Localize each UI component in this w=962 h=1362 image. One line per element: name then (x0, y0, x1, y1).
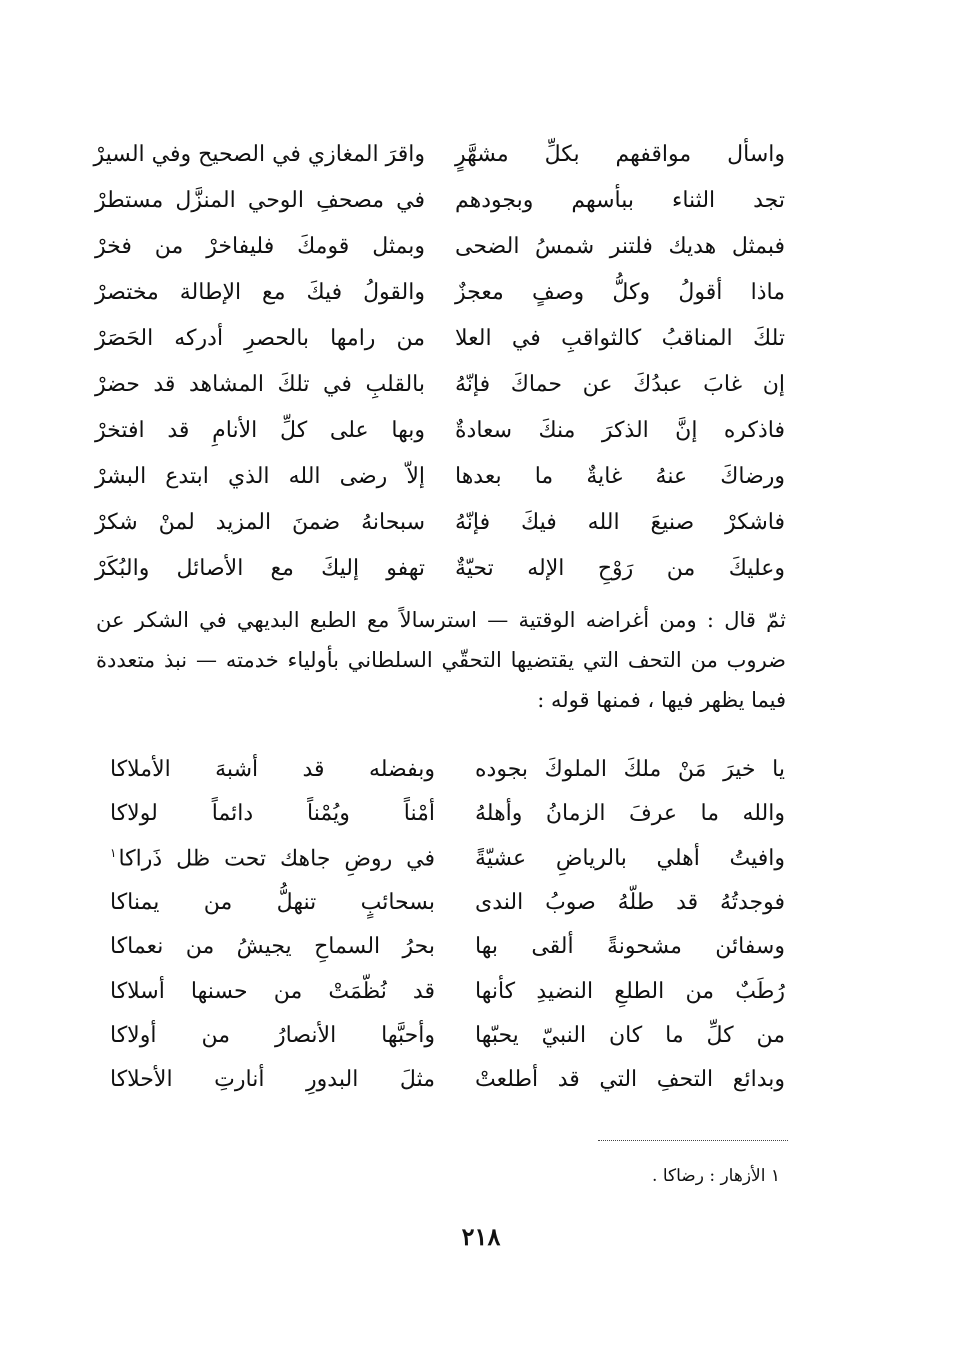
verse-second-hemistich: وبمثل قومكَ فليفاخرْ من فخرْ (95, 234, 425, 259)
verse-second-hemistich: بحرُ السماحِ يجيشُ من نعماكا (110, 934, 435, 960)
verse-line (110, 881, 785, 925)
verse-line (95, 408, 785, 454)
prose-line: فيما يظهر فيها ، فمنها قوله : (537, 688, 786, 712)
verse-first-hemistich: فاشكرْ صنيعَ الله فيكَ فإنّهُ (455, 510, 785, 535)
verse-line (95, 132, 785, 178)
verse-second-hemistich: مثلَ البدورِ أنارتِ الأحلاكا (110, 1067, 435, 1093)
verse-second-hemistich: وأحبَّها الأنصارُ من أولاكا (110, 1022, 435, 1048)
verse-first-hemistich: وعليكَ من رَوْحِ الإله تحيّةٌ (455, 556, 785, 581)
verse-line (110, 925, 785, 969)
verse-second-hemistich (110, 847, 435, 870)
verse-first-hemistich: إن غابَ عبدُكَ عن حماكَ فإنّهُ (455, 372, 785, 397)
verse-second-hemistich: والقولُ فيكَ مع الإطالة مختصرْ (95, 280, 425, 305)
verse-first-hemistich: فوجدتُهُ قد طلّهُ صوبُ الندى (475, 890, 785, 916)
verse-second-hemistich: أمْناً ويُمْناً دائماً لولاكا (110, 801, 435, 827)
verse-line (95, 178, 785, 224)
verse-line (110, 969, 785, 1013)
verse-first-hemistich: ورضاكَ عنهُ غايةٌ ما بعدها (455, 464, 785, 489)
footnote-marker: ١ (110, 846, 117, 861)
verse-second-hemistich: وبها على كلِّ الأنامِ قد افتخرْ (95, 418, 425, 443)
verse-line (95, 316, 785, 362)
verse-first-hemistich: من كلِّ ما كان النبيّ يحبّها (475, 1022, 785, 1048)
verse-second-hemistich: وبفضله قد أشبهَ الأملاكا (110, 757, 435, 783)
verse-first-hemistich: والله ما عرفَ الزمانُ وأهلهُ (475, 801, 785, 827)
verse-second-hemistich: تهفو إليكَ مع الأصائل والبُكَرْ (95, 556, 425, 581)
poem-block-2 (110, 748, 785, 1102)
verse-first-hemistich: تجد الثناء ببأسهم وبجودهم (455, 188, 785, 213)
verse-line (95, 362, 785, 408)
verse-line (110, 837, 785, 881)
footnote: ١ الأزهار : رضاكا . (652, 1166, 780, 1186)
prose-paragraph (96, 600, 786, 720)
footnote-divider (598, 1140, 788, 1141)
verse-first-hemistich: فاذكره إنَّ الذكرَ منكَ سعادةٌ (455, 418, 785, 443)
verse-first-hemistich: وسفائن مشحونةً ألقى بها (475, 934, 785, 960)
verse-second-hemistich: في مصحفِ الوحي المنزَّل مستطرْ (95, 188, 425, 213)
verse-first-hemistich: واسأل مواقفهم بكلِّ مشهَّرٍ (455, 142, 785, 167)
verse-second-hemistich: بالقلبِ في تلكَ المشاهد قد حضرْ (95, 372, 425, 397)
verse-line (110, 1058, 785, 1102)
verse-first-hemistich: ماذا أقولُ وكلُّ وصفٍ معجزٌ (455, 280, 785, 305)
verse-line (95, 224, 785, 270)
verse-second-hemistich: سبحانهُ ضمنَ المزيد لمنْ شكرْ (95, 510, 425, 535)
page-number: ٢١٨ (461, 1222, 501, 1251)
verse-line (110, 792, 785, 836)
poem-block-1 (95, 132, 785, 592)
verse-second-hemistich: واقرَ المغازي في الصحيح وفي السيرْ (93, 142, 425, 167)
verse-second-hemistich: بسحائبٍ تنهلُّ من يمناكا (110, 890, 435, 916)
verse-line (95, 454, 785, 500)
verse-first-hemistich: يا خيرَ مَنْ ملكَ الملوكَ بجوده (475, 757, 785, 783)
verse-second-hemistich: إلاّ رضى الله الذي ابتدع البشرْ (95, 464, 425, 489)
verse-first-hemistich: فبمثل هديك فلتنر شمسُ الضحى (455, 234, 785, 259)
verse-line (95, 546, 785, 592)
verse-first-hemistich: وبدائع التحفِ التي قد أطلعتْ (475, 1067, 785, 1093)
verse-line (110, 1014, 785, 1058)
verse-line (95, 270, 785, 316)
prose-line: ثمّ قال : ومن أغراضه الوقتية — استرسالاً مع الطبع البديهي في الشكر عن (96, 608, 786, 632)
verse-first-hemistich: تلكَ المناقبُ كالثواقبِ في العلا (455, 326, 785, 351)
verse-first-hemistich: وافيتُ أهلي بالرياضِ عشيّةً (475, 845, 785, 871)
verse-line (110, 748, 785, 792)
verse-second-hemistich: من رامها بالحصرِ أدركه الحَصَرْ (95, 326, 425, 351)
verse-line (95, 500, 785, 546)
prose-line: ضروب من التحف التي يقتضيها التحقّي السلطاني بأولياء خدمته — نبذ متعددة (96, 648, 786, 672)
verse-second-hemistich: قد نُظّمَتْ من حسنها أسلاكا (110, 978, 435, 1004)
verse-first-hemistich: رُطَبٌ من الطلعِ النضيدِ كأنها (475, 978, 785, 1004)
verse-text: في روضِ جاهك تحت ظل ذَراكا (118, 846, 435, 872)
